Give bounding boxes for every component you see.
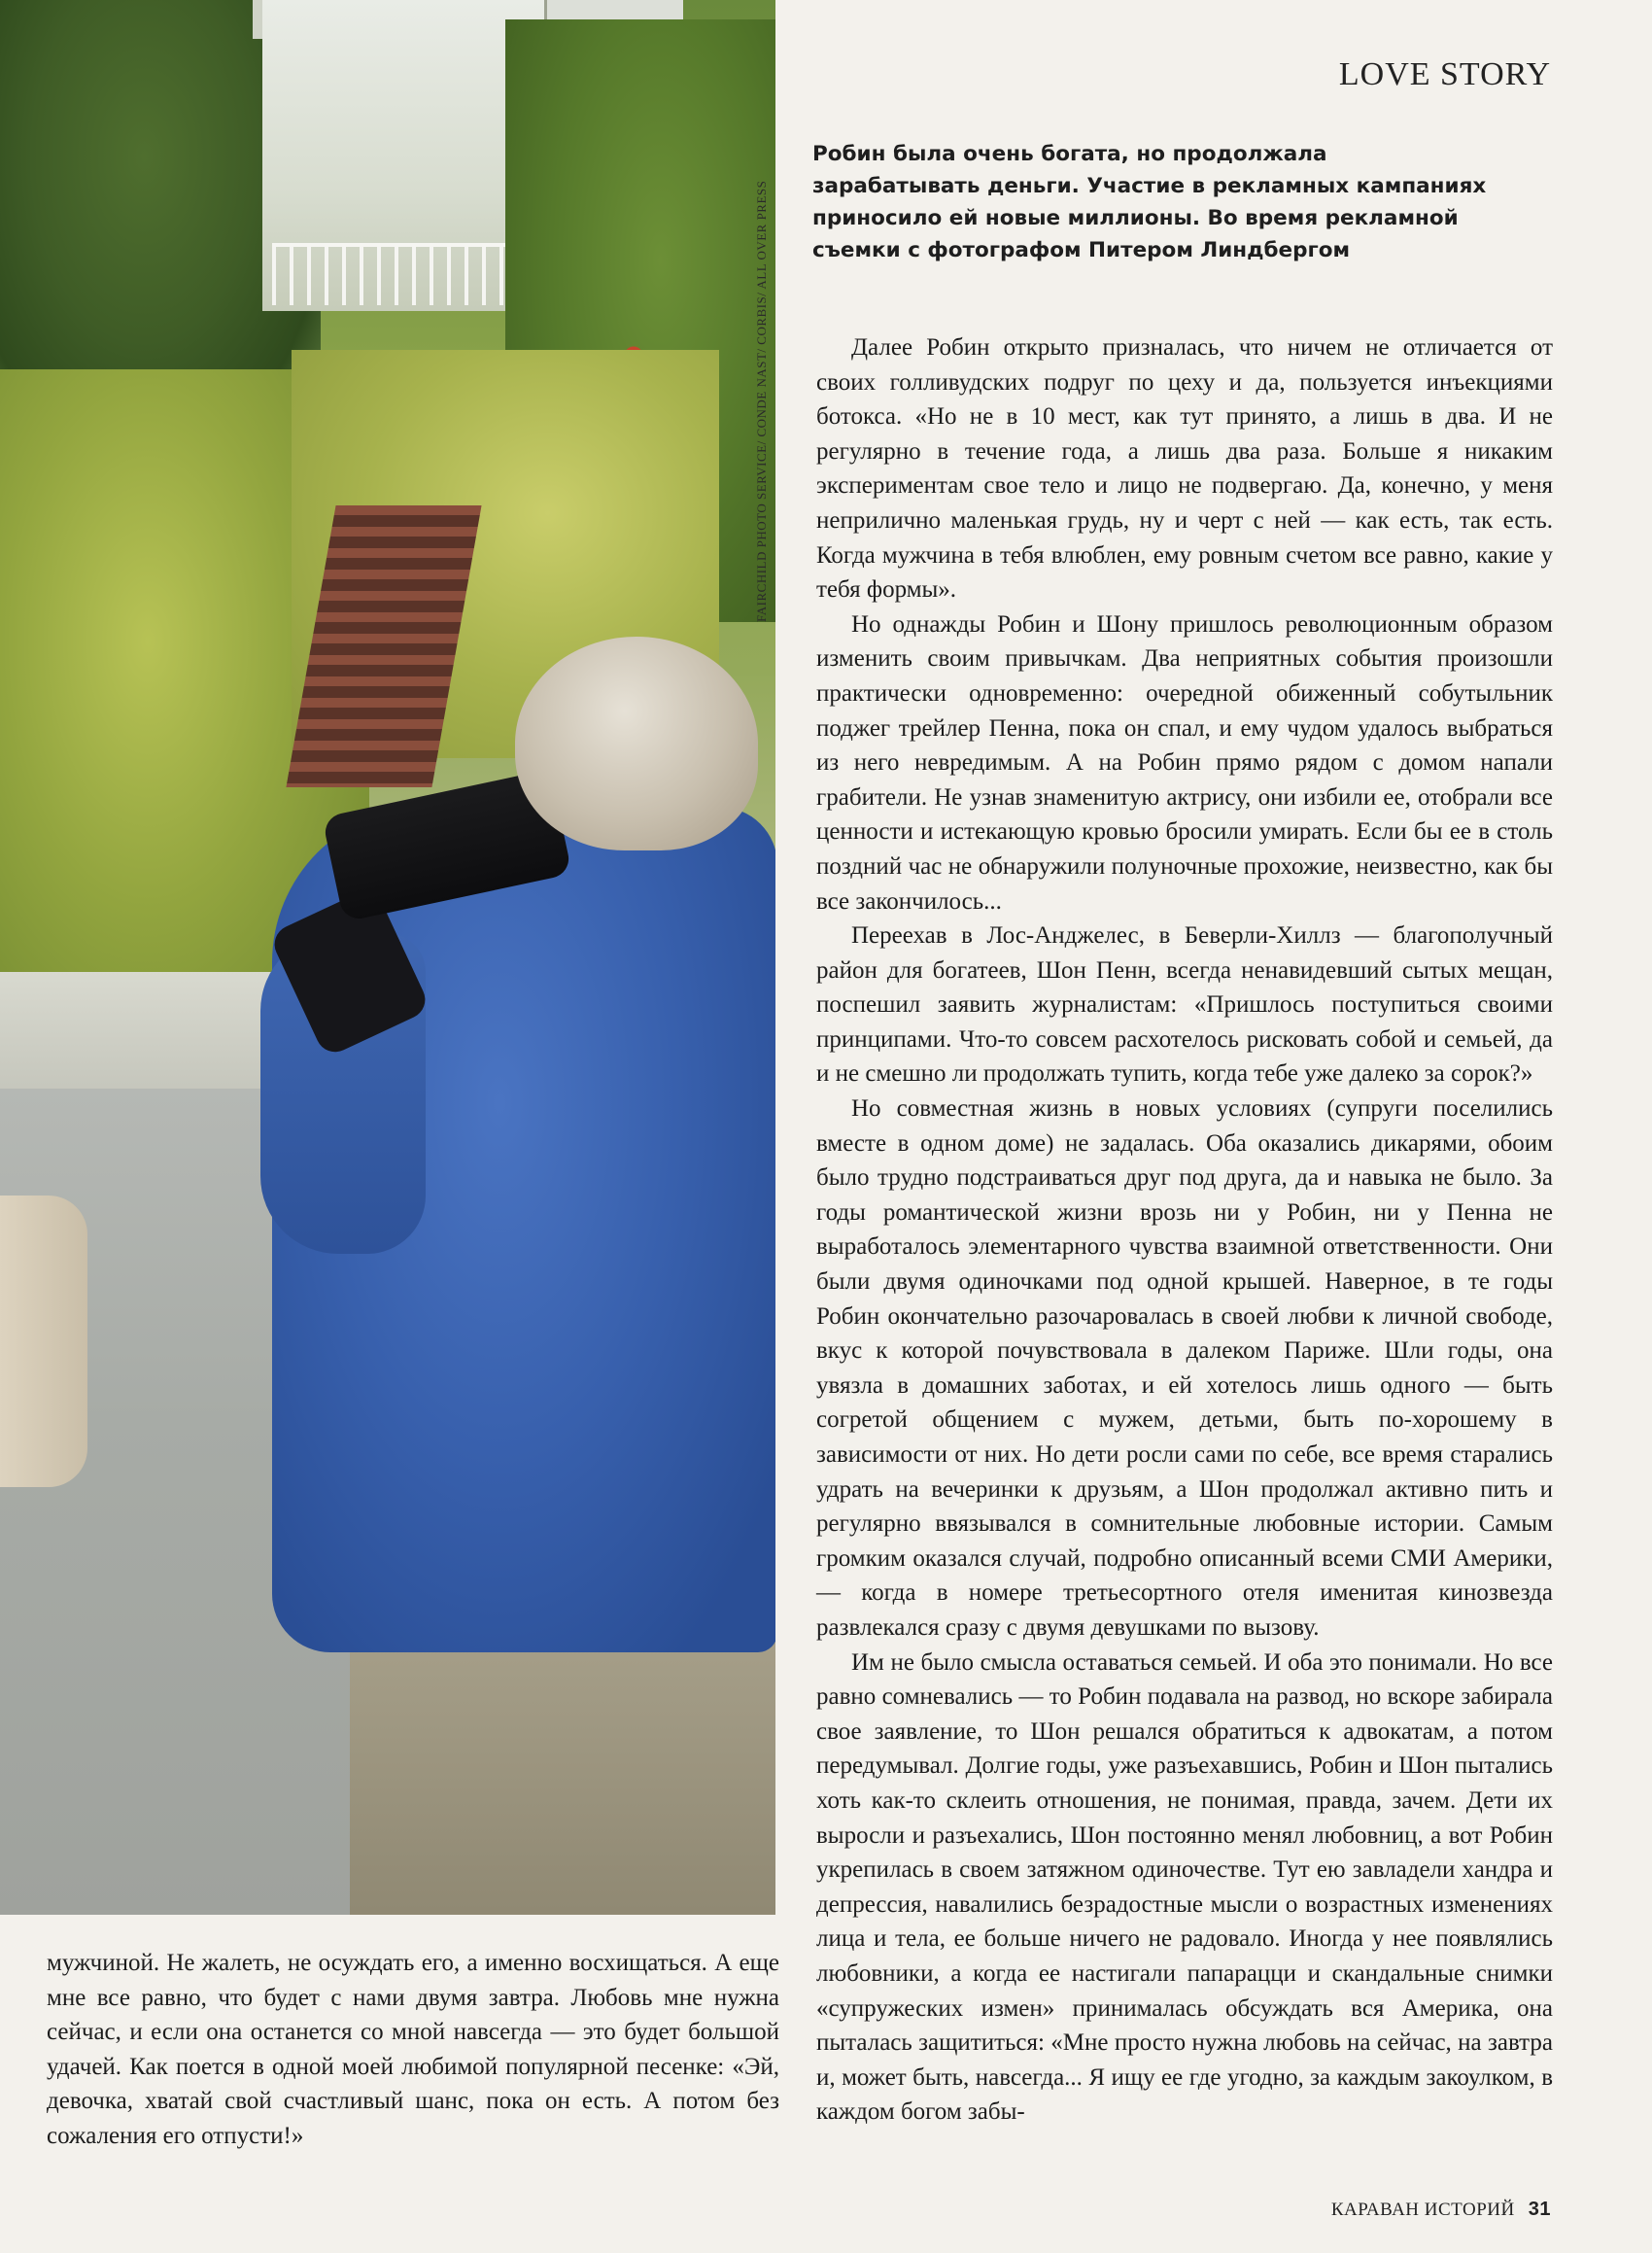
paragraph: Но совместная жизнь в новых условиях (супруги поселились вместе в одном доме) не задалась. Оба оказались дикарями, обоим было трудно подстраиваться друг под друга, да и навыка не было. За годы романтической жизни врозь ни у Робин, ни у Пенна не выработалось элементарного чувства взаимной ответственности. Они были двумя одиночками под одной крышей. Наверное, в те годы Робин окончательно разочаровалась в своей любви к личной свободе, вкус к которой почувствовала в далеком Париже. Шли годы, она увязла в домашних заботах, и ей хотелось лишь одного — быть согретой общением с мужем, детьми, быть по-хорошему в зависимости от них. Но дети росли сами по себе, все время старались удрать на вечеринки к друзьям, а Шон продолжал активно пить и регулярно ввязывался в сомнительные любовные истории. Самым громким оказался случай, подробно описанный всеми СМИ Америки, — когда в номере третьесортного отеля именитая кинозвезда развлекался сразу с двумя девушками по вызову. (816, 1095, 1553, 1641)
balcony-railing (272, 243, 525, 305)
section-label: LOVE STORY (1338, 56, 1551, 92)
parked-car (0, 1196, 87, 1487)
article-photo (0, 0, 775, 1915)
photo-credit: FAIRCHILD PHOTO SERVICE/ CONDE NAST/ CORBIS/ ALL OVER PRESS (754, 180, 769, 622)
article-body-right (816, 330, 1553, 2130)
paragraph: мужчиной. Не жалеть, не осуждать его, а именно восхищаться. А еще мне все равно, что будет с нами двумя завтра. Любовь мне нужна сейчас, и если она останется со мной навсегда — это будет большой удачей. Как поется в одной моей любимой популярной песенке: «Эй, девочка, хватай свой счастливый шанс, пока он есть. А потом без сожаления его отпусти!» (47, 1950, 779, 2149)
paragraph: Далее Робин открыто призналась, что ничем не отличается от своих голливудских подруг по цеху и да, пользуется инъекциями ботокса. «Но не в 10 мест, как тут принято, а лишь в два. И не регулярно в течение года, а лишь два раза. Больше я никаким экспериментам свое тело и лицо не подвергаю. Да, конечно, у меня неприлично маленькая грудь, ну и черт с ней — как есть, так есть. Когда мужчина в тебя влюблен, ему ровным счетом все равно, какие у тебя формы». (816, 334, 1553, 604)
magazine-name: КАРАВАН ИСТОРИЙ (1330, 2200, 1515, 2220)
paragraph: Но однажды Робин и Шону пришлось революционным образом изменить своим привычкам. Два неприятных события произошли практически одновременно: очередной обиженный собутыльник поджег трейлер Пенна, пока он спал, и ему чудом удалось выбраться из него невредимым. А на Робин прямо рядом с домом напали грабители. Не узнав знаменитую актрису, они избили ее, отобрали все ценности и истекающую кровью бросили умирать. Если бы ее в столь поздний час не обнаружили полуночные прохожие, неизвестно, как бы все закончилось... (816, 610, 1553, 915)
paragraph: Переехав в Лос-Анджелес, в Беверли-Хиллз — благополучный район для богатеев, Шон Пенн, всегда ненавидевший сытых мещан, поспешил заявить журналистам: «Пришлось поступиться своими принципами. Что-то совсем расхотелось рисковать собой и семьей, да и не смешно ли продолжать тупить, когда тебе уже далеко за сорок?» (816, 922, 1553, 1088)
paragraph: Им не было смысла оставаться семьей. И оба это понимали. Но все равно сомневались — то Робин подавала на развод, но вскоре забирала свое заявление, то Шон решался обратиться к адвокатам, а потом передумывал. Долгие годы, уже разъехавшись, Робин и Шон пытались хоть как-то склеить отношения, не понимая, правда, зачем. Дети их выросли и разъехались, Шон постоянно менял любовниц, а вот Робин укрепилась в своем затяжном одиночестве. Тут ею завладели хандра и депрессия, навалились безрадостные мысли о возрастных изменениях лица и тела, ее больше ничего не радовало. Иногда у нее появлялись любовники, а когда ее настигали папарацци и скандальные снимки «супружеских измен» принималась обсуждать вся Америка, она пыталась защититься: «Мне просто нужна любовь на сейчас, на завтра и, может быть, навсегда... Я ищу ее где угодно, за каждым закоулком, в каждом богом забы- (816, 1648, 1553, 2126)
photographer-head (515, 637, 758, 850)
page-footer (1331, 2199, 1551, 2221)
page-number: 31 (1528, 2199, 1551, 2220)
photo-caption: Робин была очень богата, но продолжала зарабатывать деньги. Участие в рекламных кампаниях приносило ей новые миллионы. Во время рекламной съемки с фотографом Питером Линдбергом (812, 142, 1487, 262)
article-body-left (47, 1946, 779, 2154)
